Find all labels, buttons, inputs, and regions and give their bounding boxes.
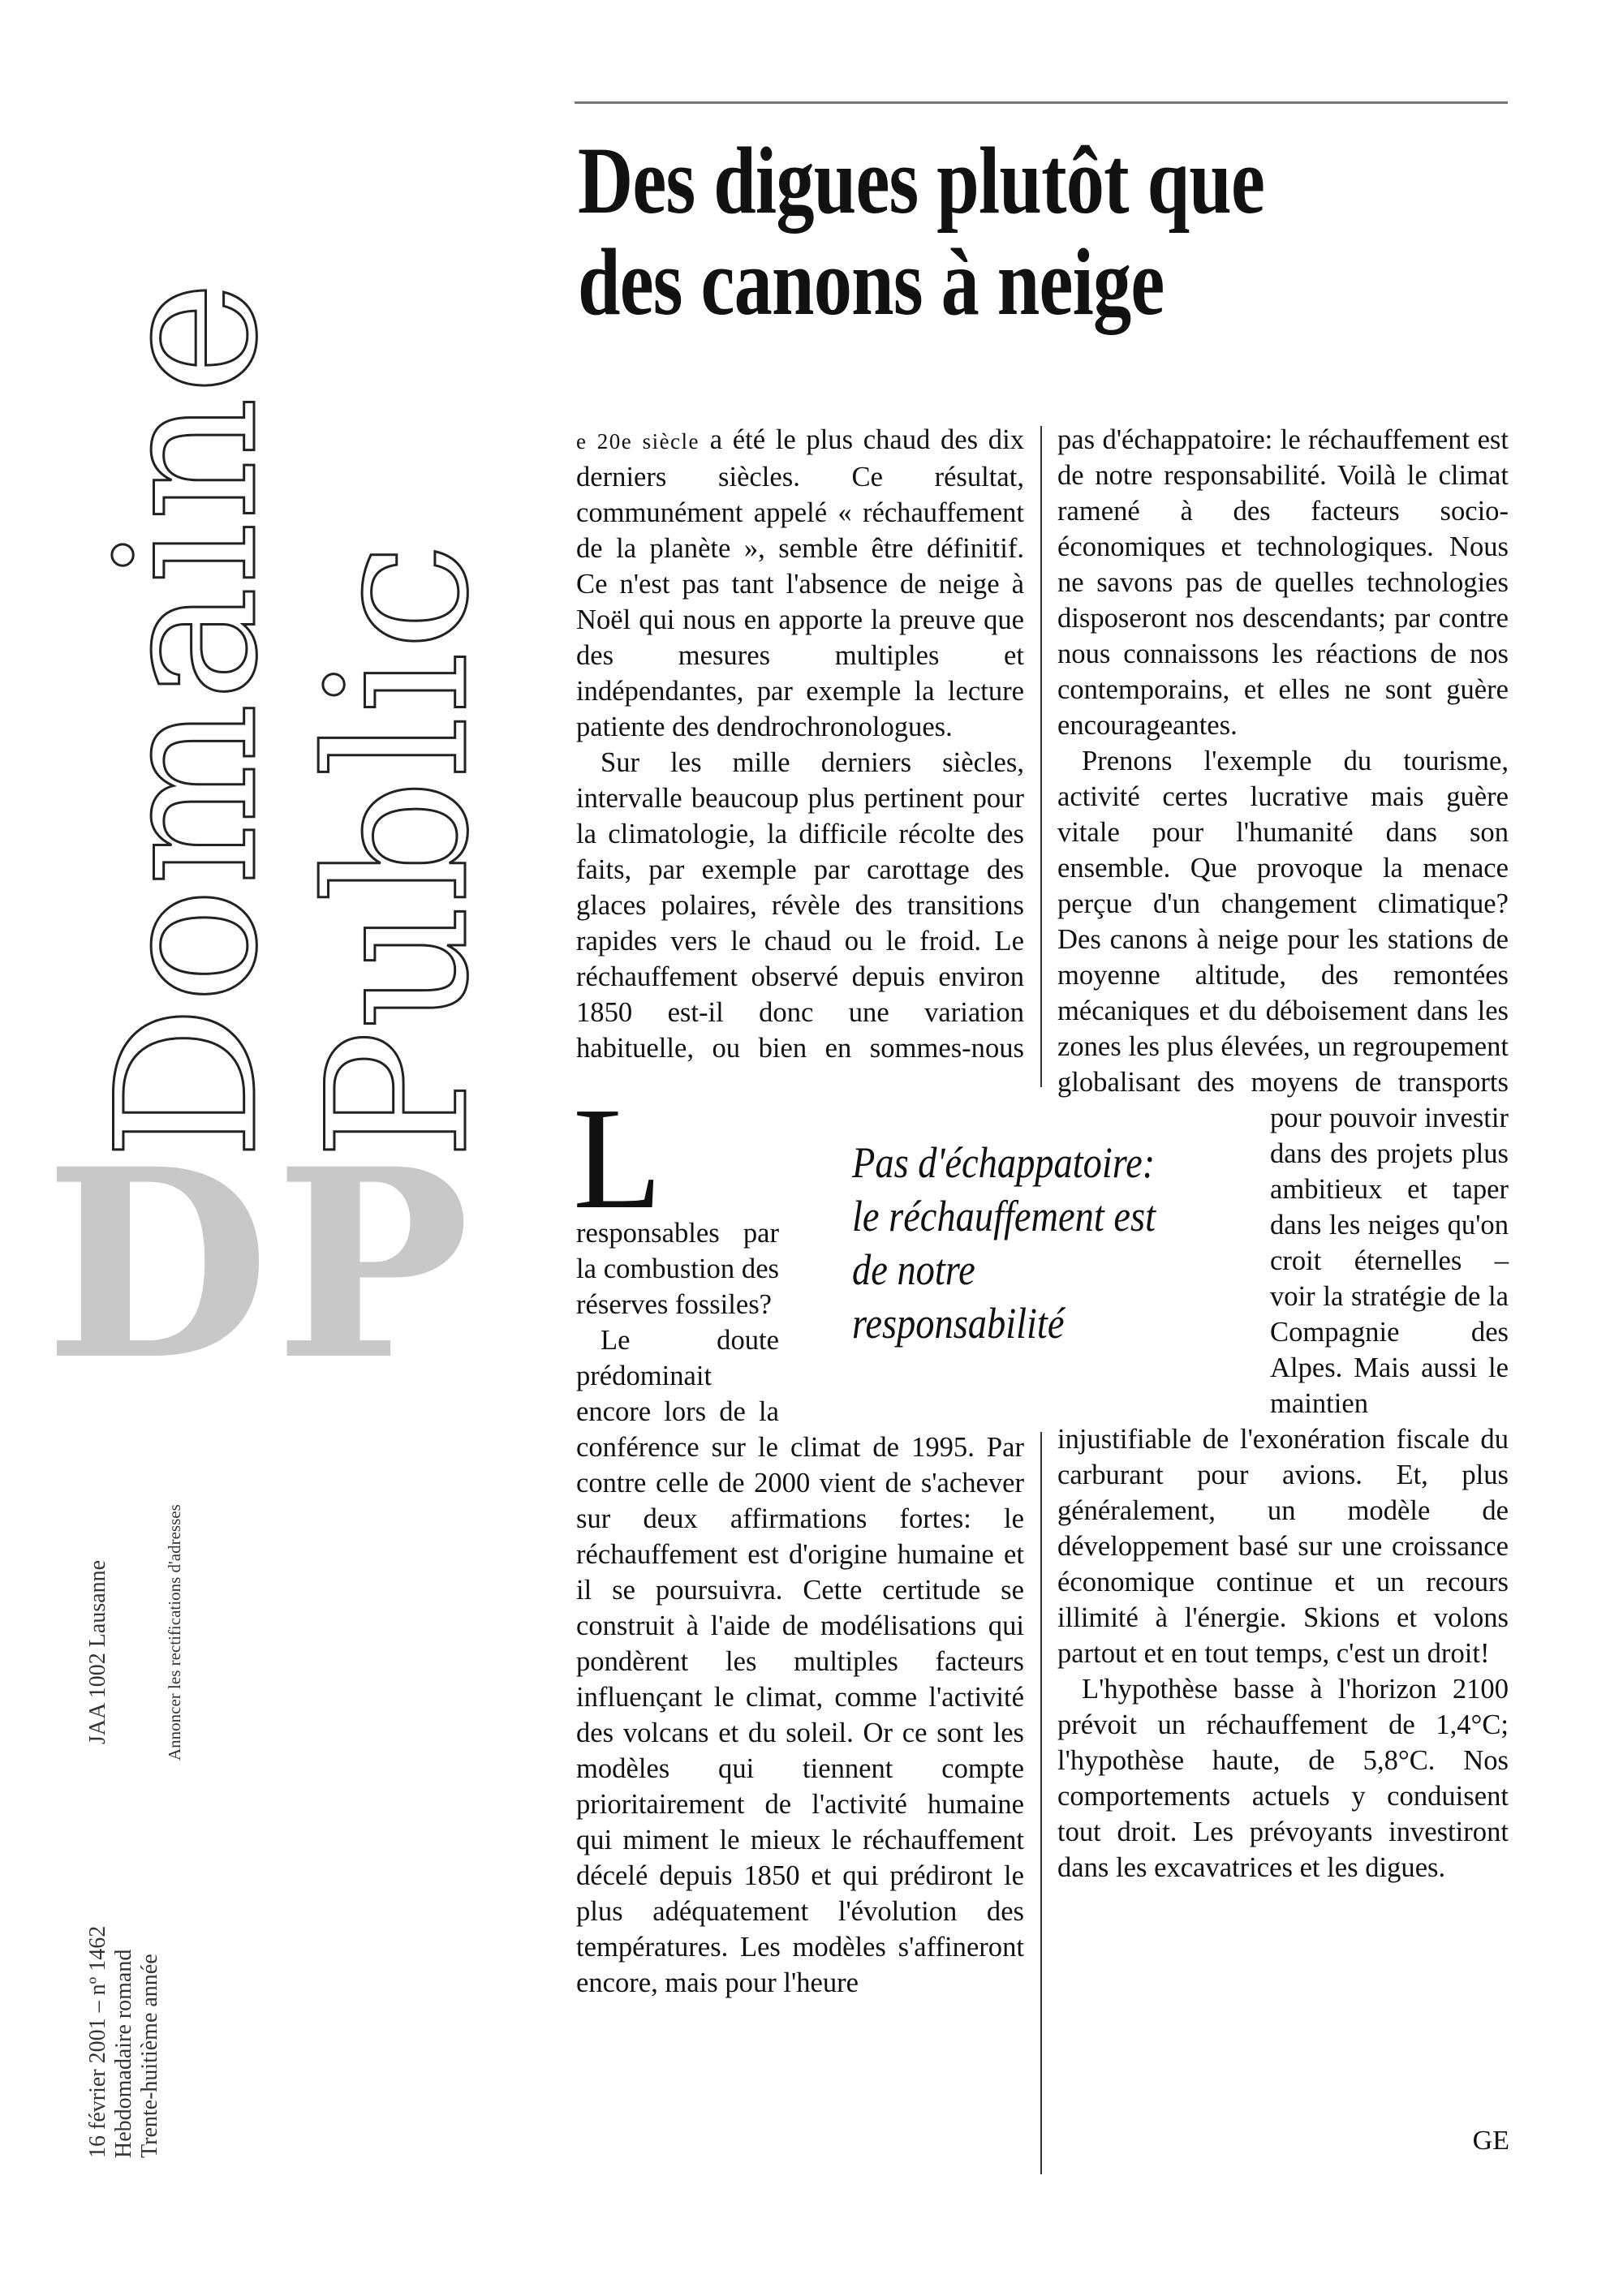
masthead-title-domaine: Domaine [75,279,300,1160]
paragraph-4: Prenons l'exemple du tourisme, activité certes lucrative mais guère vitale pour l'humanité dans son ensemble. Que provoque la menace perçue d'un changement climatique? Des canons à neige pour les stations de moyenne altitude, des remontées mécaniques et du déboisement dans les zones les plus élevées, un regroupement globalisant des moyens de transports pour pouvoir investir dans des projets plus ambitieux et taper dans les neiges qu'on croit éternelles – voir la stratégie de la Compagnie des Alpes. Mais aussi le maintien injustifiable de l'exonération fiscale du carburant pour avions. Et, plus généralement, un modèle de développement basé sur une croissance économique continue et un recours illimité à l'énergie. Skions et volons partout et en tout temps, c'est un droit! [1057,746,1509,1669]
masthead-title-public: Public [286,540,511,1160]
issue-date: 16 février 2001 – nº 1462 [85,1925,110,2158]
paragraph-5: L'hypothèse basse à l'horizon 2100 prévoit un réchauffement de 1,4°C; l'hypothèse haute, de 5,8°C. Nos comportements actuels y conduisent tout droit. Les prévoyants investiront dans les excavatrices et les digues. [1057,1674,1509,1883]
headline-line-2: des canons à neige [578,229,1165,336]
issue-year: Trente-huitième année [137,1954,163,2158]
top-rule [575,101,1508,104]
column-rule-top [1040,426,1042,1087]
issue-frequency: Hebdomadaire romand [111,1949,137,2158]
headline [578,127,1324,336]
dp-logo: DP [45,1113,476,1417]
paragraph-3: Le doute prédominait encore lors de la conférence sur le climat de 1995. Par contre celle de 2000 vient de s'achever sur deux affirmations fortes: le réchauffement est d'origine humaine et il se poursuivra. Cette certitude se construit à l'aide de modélisations qui pondèrent les multiples facteurs influençant le climat, comme l'activité des volcans et du soleil. Or ce sont les modèles qui tiennent compte prioritairement de l'activité humaine qui miment le mieux le réchauffement décelé depuis 1850 et qui prédiront le plus adéquatement l'évolution des températures. Les modèles s'affineront encore, mais pour l'heure [576,1325,1024,1998]
paragraph-2: Sur les mille derniers siècles, intervalle beaucoup plus pertinent pour la climatologie, la difficile récolte des faits, par exemple par carottage des glaces polaires, révèle des transitions rapides vers le chaud ou le froid. Le réchauffement observé depuis environ 1850 est-il donc une variation habituelle, ou bien en sommes-nous responsables par la combustion des réserves fossiles? [576,747,1024,1320]
postal-info: JAA 1002 Lausanne [85,1559,110,1744]
headline-line-1: Des digues plutôt que [578,127,1265,234]
issue-info [85,1926,164,2158]
column-rule-bottom [1040,1432,1042,2174]
address-notice: Annoncer les rectifications d'adresses [165,1504,184,1761]
pull-quote: Pas d'échappatoire: le réchauffement est de notre responsabilité [852,1138,1156,1348]
lead-smallcaps: e 20e siècle [576,429,700,454]
drop-cap: L [573,1077,662,1239]
author-signature: GE [1472,2126,1509,2156]
paragraph-3-continued: pas d'échappatoire: le réchauffement est de notre responsabilité. Voilà le climat ramené à des facteurs socio-économiques et technologiques. Nous ne savons pas de quelles technologies disposeront nos descendants; par contre nous connaissons les réactions de nos contemporains, et elles ne sont guère encourageantes. [1057,424,1509,741]
paragraph-1-text: a été le plus chaud des dix derniers siècles. Ce résultat, communément appelé « réchauffement de la planète », semble être définitif. Ce n'est pas tant l'absence de neige à Noël qui nous en apporte la preuve que des mesures multiples et indépendantes, par exemple la lecture patiente des dendrochronologues. [576,424,1024,742]
